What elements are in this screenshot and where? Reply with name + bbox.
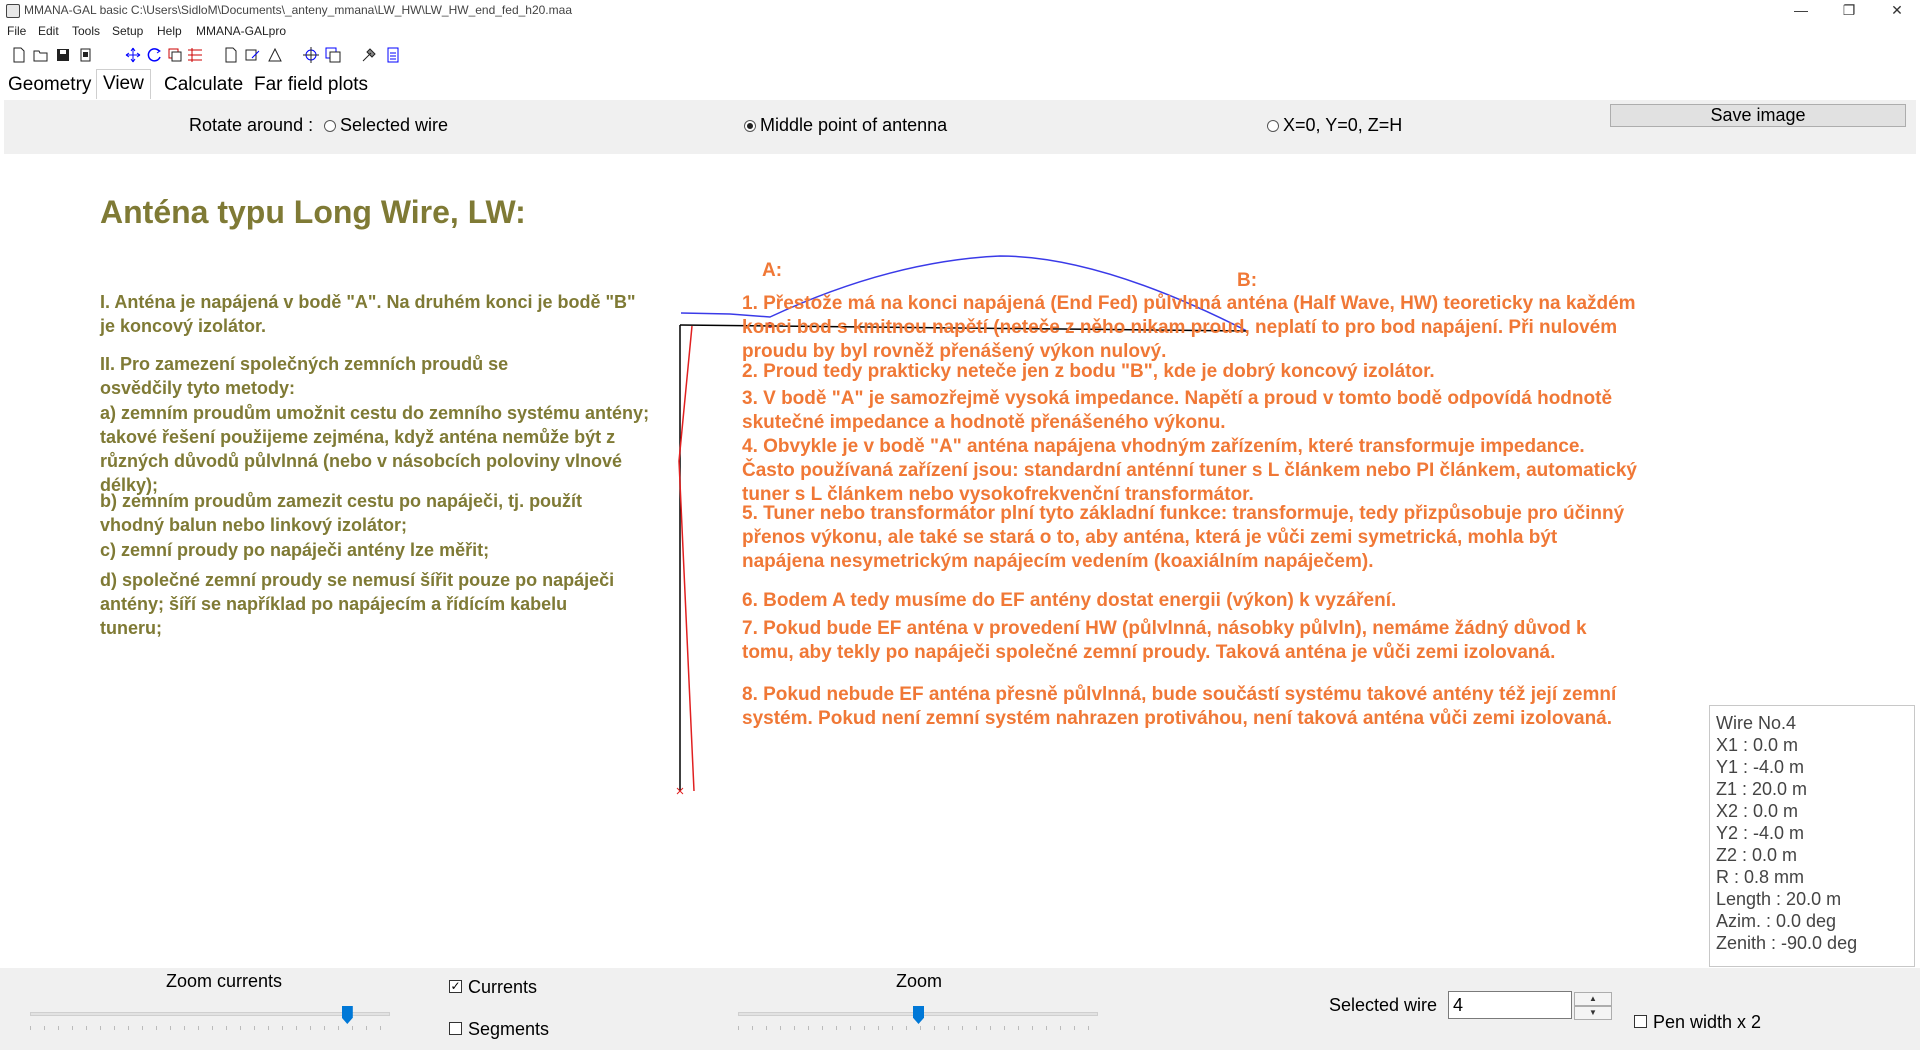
copy-window-icon[interactable] [324, 46, 342, 64]
new-file-icon[interactable] [10, 46, 28, 64]
window-title: MMANA-GAL basic C:\Users\SidloM\Documents\_anteny_mmana\LW_HW\LW_HW_end_fed_h20.maa [24, 3, 572, 17]
radio-icon [324, 120, 336, 132]
right-paragraph-4: 4. Obvykle je v bodě "A" anténa napájena vhodným zařízením, které transformuje impedance. Často používaná zařízení jsou: standardní anténní tuner s L článkem nebo PI článkem, automatický tuner s L článkem nebo vysokofrekvenční transformátor. [742, 436, 1637, 505]
rotate-icon[interactable] [146, 46, 164, 64]
currents-checkbox[interactable] [449, 980, 462, 993]
menu-help[interactable]: Help [157, 24, 182, 38]
label-a: A: [762, 260, 783, 281]
menu-tools[interactable]: Tools [72, 24, 101, 38]
selected-wire-label: Selected wire [1329, 995, 1438, 1015]
wire-info-y1: Y1 : -4.0 m [1716, 757, 1805, 777]
pen-width-label: Pen width x 2 [1653, 1012, 1762, 1032]
triangle-icon[interactable] [266, 46, 284, 64]
move-icon[interactable] [124, 46, 142, 64]
wire-info-length: Length : 20.0 m [1716, 889, 1842, 909]
zoom-label: Zoom [896, 971, 943, 991]
copy-icon[interactable] [166, 46, 184, 64]
selected-wire-input[interactable] [1448, 991, 1572, 1019]
close-button[interactable]: ✕ [1891, 2, 1903, 18]
radio-origin[interactable] [1267, 115, 1402, 136]
pen-width-checkbox[interactable] [1634, 1015, 1647, 1028]
tab-view[interactable]: View [96, 69, 151, 99]
spin-up-button[interactable]: ▲ [1574, 992, 1612, 1006]
save-icon[interactable] [54, 46, 72, 64]
zoom-ticks [738, 1026, 1098, 1030]
zoom-thumb[interactable] [913, 1006, 924, 1024]
wire-info-z2: Z2 : 0.0 m [1716, 845, 1798, 865]
rotate-panel [4, 100, 1916, 154]
tab-calculate[interactable]: Calculate [164, 74, 244, 95]
radio-icon [1267, 120, 1279, 132]
radio-checked-icon [744, 120, 756, 132]
toolbar [0, 44, 1920, 66]
right-paragraph-6: 6. Bodem A tedy musíme do EF antény dostat energii (výkon) k vyzáření. [742, 590, 1397, 611]
wire-info-azim: Azim. : 0.0 deg [1716, 911, 1837, 931]
antenna-view [0, 156, 1920, 968]
right-paragraph-1: 1. Přestože má na konci napájená (End Fed) půlvlnná anténa (Half Wave, HW) teoreticky na každém konci bod s kmitnou napětí (neteče z něho nikam proud, neplatí to pro bod napájení. Při nulovém proudu by byl rovněž přenášený výkon nulový. [742, 293, 1636, 362]
open-folder-icon[interactable] [32, 46, 50, 64]
left-paragraph-2: II. Pro zamezení společných zemních proudů se osvědčily tyto metody: [100, 354, 509, 398]
spin-down-button[interactable]: ▼ [1574, 1006, 1612, 1020]
right-paragraph-8: 8. Pokud nebude EF anténa přesně půlvlnná, bude součástí systému takové antény též její zemní systém. Pokud není zemní systém nahrazen protiváhou, není taková anténa vůči zemi izolovaná. [742, 684, 1617, 729]
right-paragraph-3: 3. V bodě "A" je samozřejmě vysoká impedance. Napětí a proud v tomto bodě odpovídá hodnotě skutečné impedance a hodnotě přenášeného výkonu. [742, 388, 1613, 433]
wire-info-y2: Y2 : -4.0 m [1716, 823, 1805, 843]
menu-edit[interactable]: Edit [38, 24, 59, 38]
right-paragraph-5: 5. Tuner nebo transformátor plní tyto základní funkce: transformuje, tedy přizpůsobuje pro účinný přenos výkonu, ale také se stará o to, aby anténa, která je vůči zemi symetrická, mohla být napájena nesymetrickým napájecím vedením (koaxiálním napáječem). [742, 503, 1625, 572]
left-paragraph-5: c) zemní proudy po napáječi antény lze měřit; [100, 540, 490, 560]
checkmark-icon: ✓ [450, 979, 461, 993]
rotate-label: Rotate around : [189, 115, 314, 135]
restore-button[interactable]: ❐ [1842, 2, 1856, 18]
segments-label: Segments [468, 1019, 550, 1039]
radio-selected-wire[interactable] [324, 115, 448, 136]
radio-middle-point[interactable] [744, 115, 947, 136]
tools-icon[interactable] [360, 46, 378, 64]
menu-file[interactable]: File [7, 24, 27, 38]
currents-label: Currents [468, 977, 538, 997]
left-paragraph-1: I. Anténa je napájená v bodě "A". Na druhém konci je bodě "B" je koncový izolátor. [100, 292, 636, 336]
wire-info-zenith: Zenith : -90.0 deg [1716, 933, 1858, 953]
radio-origin-label: X=0, Y=0, Z=H [1283, 115, 1403, 135]
menu-bar [0, 22, 1920, 42]
wire-info-panel [1709, 705, 1915, 967]
wire-info-x2: X2 : 0.0 m [1716, 801, 1799, 821]
bottom-panel [0, 968, 1920, 1050]
wire-info-z1: Z1 : 20.0 m [1716, 779, 1808, 799]
left-paragraph-3: a) zemním proudům umožnit cestu do zemního systému antény; takové řešení použijeme zejména, když anténa nemůže být z různých důvodů půlvlnná (nebo v násobcích poloviny vlnové délky); [100, 403, 650, 495]
zoom-currents-slider[interactable] [30, 1012, 390, 1016]
vertical-current-curve [679, 326, 694, 791]
page-title: Anténa typu Long Wire, LW: [100, 194, 526, 230]
zoom-currents-ticks [30, 1026, 390, 1030]
tab-far-field-plots[interactable]: Far field plots [254, 74, 369, 95]
zoom-currents-thumb[interactable] [342, 1006, 353, 1024]
page-icon[interactable] [222, 46, 240, 64]
save-as-icon[interactable] [76, 46, 94, 64]
app-icon [6, 4, 20, 18]
right-paragraph-2: 2. Proud tedy prakticky neteče jen z bodu "B", kde je dobrý koncový izolátor. [742, 361, 1435, 382]
segments-checkbox[interactable] [449, 1022, 462, 1035]
target-icon[interactable] [302, 46, 320, 64]
wire-info-r: R : 0.8 mm [1716, 867, 1805, 887]
left-paragraph-6: d) společné zemní proudy se nemusí šířit pouze po napáječi antény; šíří se například po napájecím a řídícím kabelu tuneru; [100, 570, 615, 638]
minimize-button[interactable]: — [1794, 2, 1808, 18]
wire-info-x1: X1 : 0.0 m [1716, 735, 1799, 755]
calculator-icon[interactable] [384, 46, 402, 64]
menu-mmana-galpro[interactable]: MMANA-GALpro [196, 24, 287, 38]
radio-selected-wire-label: Selected wire [340, 115, 449, 135]
zoom-currents-label: Zoom currents [166, 971, 283, 991]
radio-middle-point-label: Middle point of antenna [760, 115, 948, 135]
wire-info-title: Wire No.4 [1716, 713, 1797, 733]
left-paragraph-4: b) zemním proudům zamezit cestu po napáječi, tj. použít vhodný balun nebo linkový izolátor; [100, 491, 583, 535]
save-image-button[interactable]: Save image [1610, 104, 1906, 127]
right-paragraph-7: 7. Pokud bude EF anténa v provedení HW (půlvlnná, násobky půlvln), nemáme žádný důvod k tomu, aby tekly po napáječi společné zemní proudy. Taková anténa je vůči zemi izolovaná. [742, 618, 1587, 663]
edit-icon[interactable] [244, 46, 262, 64]
tab-bar [0, 69, 1920, 99]
label-b: B: [1237, 270, 1258, 291]
tab-geometry[interactable]: Geometry [8, 74, 92, 95]
title-bar [0, 0, 1920, 22]
table-icon[interactable] [186, 46, 204, 64]
menu-setup[interactable]: Setup [112, 24, 144, 38]
